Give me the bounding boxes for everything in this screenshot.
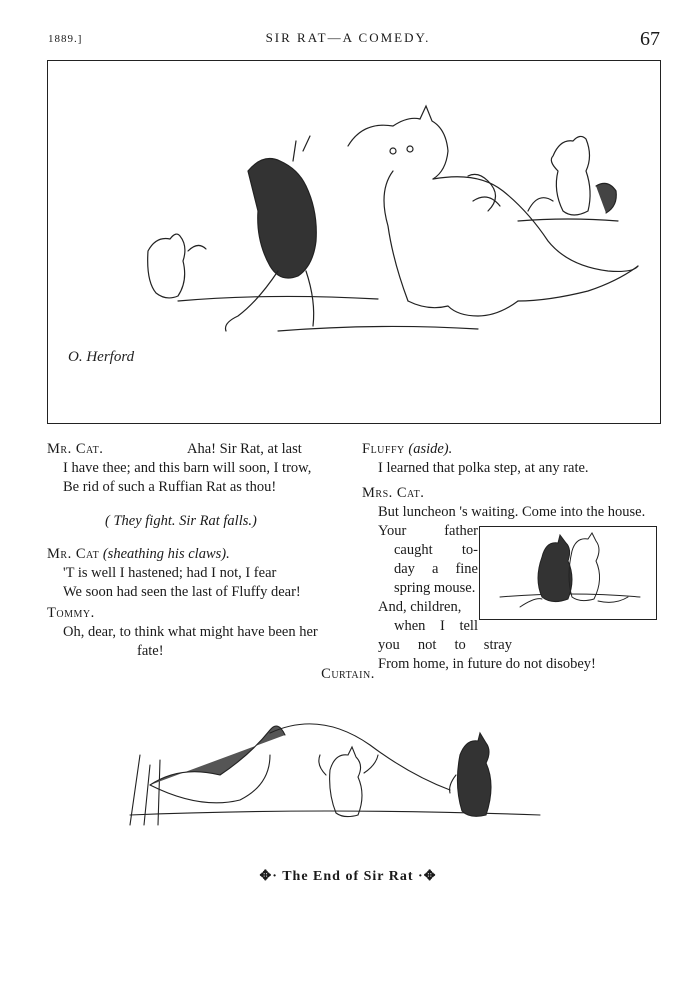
left-column — [47, 440, 357, 660]
speech-line: 'T is well I hastened; had I not, I fear — [63, 565, 277, 581]
word: not — [417, 637, 437, 653]
curtain-label: Curtain. — [321, 666, 375, 682]
speech-line: From home, in future do not disobey! — [378, 656, 596, 672]
speech-line — [394, 560, 478, 579]
speech-line: Be rid of such a Ruffian Rat as thou! — [63, 479, 277, 495]
word: stray — [483, 637, 512, 653]
bottom-illustration — [120, 715, 560, 845]
word: I — [440, 618, 445, 634]
speech-line — [394, 541, 478, 560]
end-banner — [0, 868, 696, 885]
inset-illustration — [479, 526, 657, 620]
speaker-label: Mrs. Cat. — [362, 485, 425, 501]
top-illustration — [47, 60, 661, 424]
speaker-direction: (sheathing his claws). — [102, 546, 230, 562]
speech-fluffy — [362, 440, 452, 459]
speaker-label: Mr. Cat — [47, 546, 100, 562]
word: to- — [461, 542, 478, 558]
stage-direction: ( They fight. Sir Rat falls.) — [105, 513, 257, 529]
speech-line — [378, 636, 512, 655]
speaker-label: Fluffy — [362, 441, 405, 457]
speech-mr-cat-1 — [47, 440, 347, 459]
artist-signature: O. Herford — [68, 349, 135, 365]
speech-line: Aha! Sir Rat, at last — [187, 441, 302, 457]
speech-line: Oh, dear, to think what might have been her — [63, 624, 318, 640]
speech-line: I have thee; and this barn will soon, I trow, — [63, 460, 312, 476]
skipping-rope-drawing — [120, 715, 560, 845]
ornament-right-icon: ·✥ — [418, 869, 437, 884]
kittens-hugging-drawing — [480, 527, 656, 619]
word: Your — [378, 523, 407, 539]
speech-mr-cat-2 — [47, 545, 230, 564]
word: when — [394, 618, 426, 634]
word: day — [394, 561, 415, 577]
speaker-label: Mr. Cat. — [47, 441, 104, 457]
speech-line — [394, 617, 478, 636]
cat-rat-fight-drawing — [48, 61, 660, 423]
word: father — [444, 523, 478, 539]
end-banner-text: The End of Sir Rat — [282, 869, 414, 884]
page-number: 67 — [640, 28, 660, 50]
running-title: SIR RAT—A COMEDY. — [265, 30, 431, 45]
header-year: 1889.] — [48, 33, 83, 45]
speech-line: We soon had seen the last of Fluffy dear! — [63, 584, 301, 600]
word: a — [431, 561, 439, 577]
speaker-direction: (aside). — [408, 441, 453, 457]
speech-line: But luncheon 's waiting. Come into the house. — [378, 504, 646, 520]
speech-line — [378, 522, 478, 541]
speech-line: I learned that polka step, at any rate. — [378, 460, 589, 476]
word: caught — [394, 542, 433, 558]
word: to — [454, 637, 466, 653]
ornament-left-icon: ✥· — [259, 869, 278, 884]
speech-line: fate! — [137, 643, 164, 659]
speech-line: And, children, — [378, 599, 462, 615]
word: tell — [459, 618, 478, 634]
word: you — [378, 637, 400, 653]
speaker-label: Tommy. — [47, 605, 95, 621]
word: fine — [455, 561, 478, 577]
speech-line: spring mouse. — [394, 580, 476, 596]
